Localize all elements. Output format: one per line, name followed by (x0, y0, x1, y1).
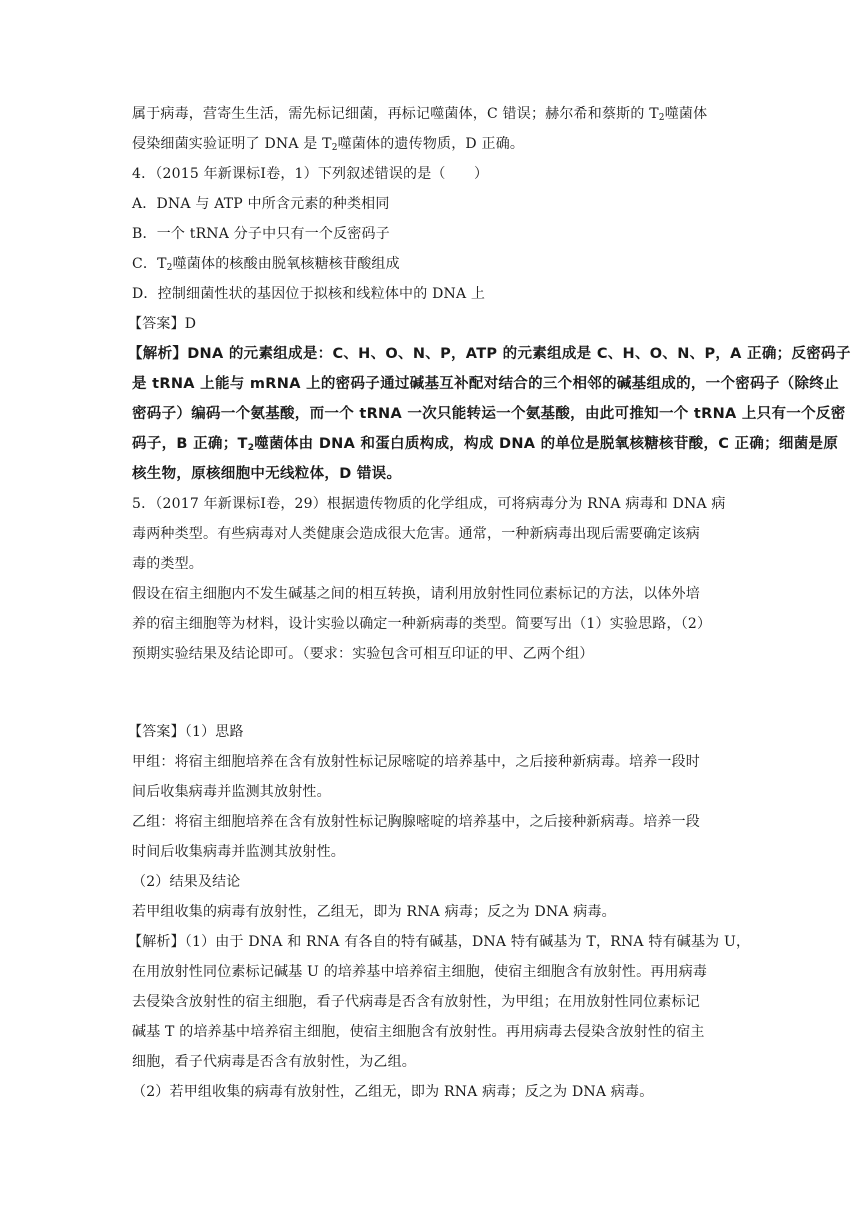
q4-stem: 4．（2015 年新课标Ⅰ卷，1）下列叙述错误的是（ ） (132, 166, 489, 182)
text-span: 侵染细菌实验证明了 DNA 是 T (132, 136, 332, 152)
subscript: 2 (658, 113, 665, 123)
q5-stem-line-6: 预期实验结果及结论即可。（要求：实验包含可相互印证的甲、乙两个组） (132, 646, 594, 662)
q4-option-c (132, 254, 742, 274)
q5-answer-title: 【答案】（1）思路 (128, 724, 244, 740)
q5-analysis-line-6: （2）若甲组收集的病毒有放射性，乙组无，即为 RNA 病毒；反之为 DNA 病毒。 (132, 1084, 654, 1100)
q4-option-d: D．控制细菌性状的基因位于拟核和线粒体中的 DNA 上 (132, 286, 486, 302)
q5-analysis-line-1: 【解析】（1）由于 DNA 和 RNA 有各自的特有碱基，DNA 特有碱基为 T，RNA 特有碱基为 U， (128, 934, 751, 950)
q4-analysis-line-4 (132, 434, 839, 454)
q5-analysis-line-4: 碱基 T 的培养基中培养宿主细胞，使宿主细胞含有放射性。再用病毒去侵染含放射性的宿主 (132, 1024, 705, 1040)
q5-jia-line-2: 间后收集病毒并监测其放射性。 (132, 784, 331, 800)
text-span: 属于病毒，营寄生生活，需先标记细菌，再标记噬菌体，C 错误；赫尔希和蔡斯的 T (132, 106, 659, 122)
text-span: 噬菌体 (664, 106, 708, 122)
q5-yi-line-2: 时间后收集病毒并监测其放射性。 (132, 844, 345, 860)
q5-stem-line-4: 假设在宿主细胞内不发生碱基之间的相互转换，请利用放射性同位素标记的方法，以体外培 (132, 586, 700, 602)
q4-analysis-line-5: 核生物，原核细胞中无线粒体，D 错误。 (132, 466, 402, 482)
subscript: 2 (166, 263, 173, 273)
q4-option-a: A．DNA 与 ATP 中所含元素的种类相同 (132, 196, 390, 212)
text-span: 码子，B 正确；T (132, 436, 248, 452)
q5-stem-line-3: 毒的类型。 (132, 556, 203, 572)
q5-analysis-line-5: 细胞，看子代病毒是否含有放射性，为乙组。 (132, 1054, 416, 1070)
q5-jia-line-1: 甲组：将宿主细胞培养在含有放射性标记尿嘧啶的培养基中，之后接种新病毒。培养一段时 (132, 754, 700, 770)
text-span: 噬菌体由 DNA 和蛋白质构成，构成 DNA 的单位是脱氧核糖核苷酸，C 正确；细菌是原 (254, 436, 839, 452)
q5-stem-line-1: 5．（2017 年新课标Ⅰ卷，29）根据遗传物质的化学组成，可将病毒分为 RNA 病毒和 DNA 病 (132, 496, 726, 512)
q5-yi-line-1: 乙组：将宿主细胞培养在含有放射性标记胸腺嘧啶的培养基中，之后接种新病毒。培养一段 (132, 814, 700, 830)
q3-analysis-line-1 (132, 104, 742, 124)
q4-analysis-line-3: 密码子）编码一个氨基酸，而一个 tRNA 一次只能转运一个氨基酸，由此可推知一个 tRNA 上只有一个反密 (132, 406, 846, 422)
text-span: 噬菌体的核酸由脱氧核糖核苷酸组成 (172, 256, 400, 272)
q3-analysis-line-2 (132, 134, 742, 154)
q5-result: 若甲组收集的病毒有放射性，乙组无，即为 RNA 病毒；反之为 DNA 病毒。 (132, 904, 616, 920)
q5-stem-line-5: 养的宿主细胞等为材料，设计实验以确定一种新病毒的类型。简要写出（1）实验思路，（2） (132, 616, 712, 632)
q5-analysis-line-2: 在用放射性同位素标记碱基 U 的培养基中培养宿主细胞，使宿主细胞含有放射性。再用病毒 (132, 964, 708, 980)
q4-answer: 【答案】D (128, 316, 197, 332)
text-span: C．T (132, 256, 167, 272)
q4-analysis-line-1: 【解析】DNA 的元素组成是：C、H、O、N、P，ATP 的元素组成是 C、H、O、N、P，A 正确；反密码子 (128, 346, 851, 362)
subscript: 2 (247, 443, 255, 453)
q5-result-title: （2）结果及结论 (132, 874, 241, 890)
q5-stem-line-2: 毒两种类型。有些病毒对人类健康会造成很大危害。通常，一种新病毒出现后需要确定该病 (132, 526, 700, 542)
q4-option-b: B．一个 tRNA 分子中只有一个反密码子 (132, 226, 390, 242)
q5-analysis-line-3: 去侵染含放射性的宿主细胞，看子代病毒是否含有放射性，为甲组；在用放射性同位素标记 (132, 994, 700, 1010)
q4-analysis-line-2: 是 tRNA 上能与 mRNA 上的密码子通过碱基互补配对结合的三个相邻的碱基组成的，一个密码子（除终止 (132, 376, 839, 392)
subscript: 2 (331, 143, 338, 153)
text-span: 噬菌体的遗传物质，D 正确。 (337, 136, 525, 152)
